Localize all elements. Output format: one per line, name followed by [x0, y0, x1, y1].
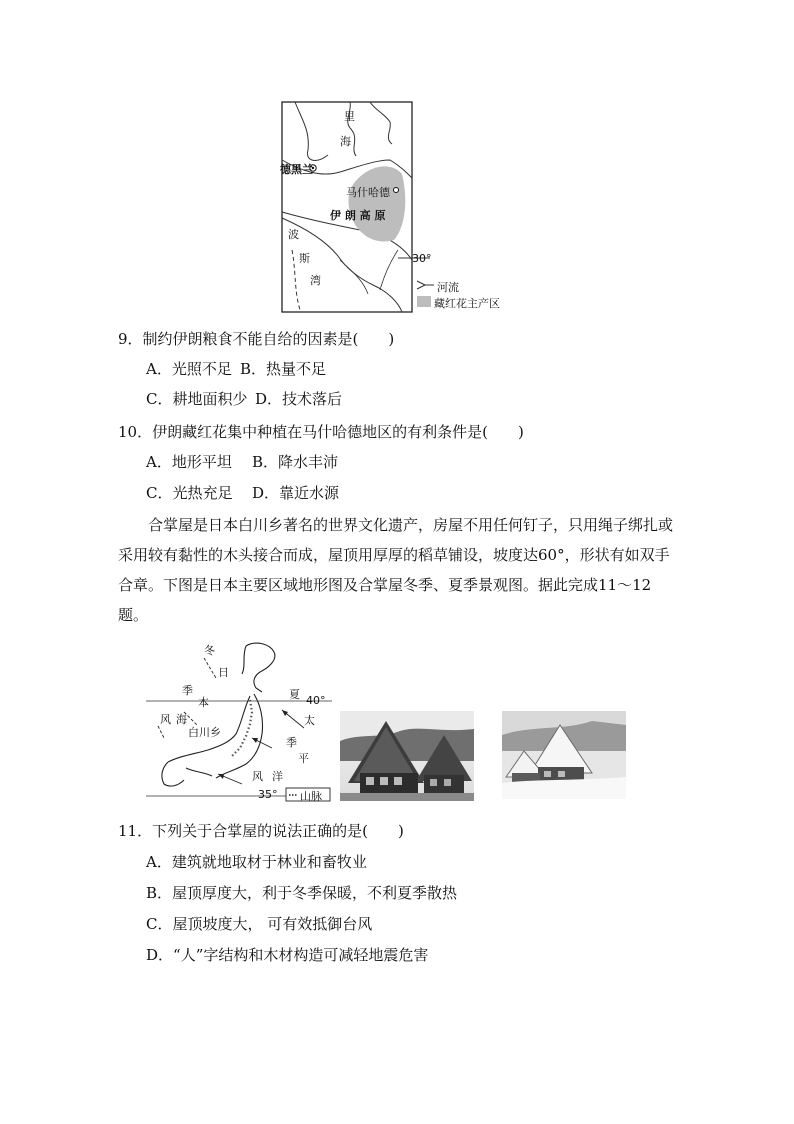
- gassho-winter-photo: [502, 711, 626, 799]
- label-li: 里: [344, 110, 355, 123]
- legend-river-label: 河流: [437, 281, 459, 294]
- iran-map-figure: [280, 100, 502, 315]
- label-lat40: 40°: [306, 694, 326, 707]
- label-hai: 海: [340, 135, 351, 148]
- label-lat35: 35°: [258, 788, 278, 801]
- q11-option-d[interactable]: D．“人”字结构和木材构造可减轻地震危害: [146, 946, 429, 964]
- label-ji1: 季: [182, 684, 193, 697]
- label-tehran: 德黑兰: [280, 163, 313, 176]
- label-feng2: 风: [252, 770, 263, 783]
- q10-option-c[interactable]: C．光热充足: [146, 484, 233, 502]
- q11-option-b[interactable]: B．屋顶厚度大，利于冬季保暖，不利夏季散热: [146, 884, 458, 902]
- label-ben: 本: [198, 696, 209, 709]
- q11-stem: 11．下列关于合掌屋的说法正确的是( ): [118, 822, 404, 840]
- legend-mountain-label: 山脉: [300, 790, 322, 803]
- label-hai: 海: [176, 713, 187, 726]
- q9-option-d[interactable]: D．技术落后: [255, 390, 343, 408]
- label-mashhad: 马什哈德: [346, 186, 390, 199]
- label-ping: 平: [298, 752, 309, 765]
- passage-text: 合掌屋是日本白川乡著名的世界文化遗产，房屋不用任何钉子，只用绳子绑扎或采用较有黏性的木头接合而成，屋顶用厚厚的稻草铺设，坡度达60°，形状有如双手合章。下图是日本主要区域地形图及合掌屋冬季、夏季景观图。据此完成11～12题。: [118, 516, 674, 624]
- label-feng1: 风: [160, 713, 171, 726]
- label-ji2: 季: [286, 736, 297, 749]
- q10-option-b[interactable]: B．降水丰沛: [252, 453, 339, 471]
- label-bo: 波: [288, 228, 299, 241]
- label-dong: 冬: [204, 644, 215, 657]
- label-ri: 日: [218, 666, 229, 679]
- label-plateau: 伊 朗 高 原: [330, 209, 386, 222]
- q10-option-a[interactable]: A．地形平坦: [146, 453, 232, 471]
- label-tai: 太: [304, 714, 315, 727]
- q9-option-c[interactable]: C．耕地面积少: [146, 390, 248, 408]
- q9-option-a[interactable]: A．光照不足: [146, 360, 232, 378]
- q11-option-c[interactable]: C．屋顶坡度大， 可有效抵御台风: [146, 915, 373, 933]
- label-wan: 湾: [310, 274, 321, 287]
- japan-map-figure: [146, 638, 336, 803]
- q10-option-d[interactable]: D．靠近水源: [252, 484, 340, 502]
- gassho-summer-photo: [340, 711, 474, 801]
- label-si: 斯: [299, 252, 310, 265]
- q9-option-b[interactable]: B．热量不足: [240, 360, 327, 378]
- legend-saffron-swatch: [417, 296, 431, 307]
- q10-stem: 10．伊朗藏红花集中种植在马什哈德地区的有利条件是( ): [118, 423, 524, 441]
- legend-saffron-label: 藏红花主产区: [434, 297, 500, 310]
- q9-stem: 9．制约伊朗粮食不能自给的因素是( ): [118, 330, 395, 348]
- label-shirakawa: 白川乡: [188, 726, 221, 739]
- label-yang: 洋: [272, 770, 283, 783]
- label-lat30: 30°: [412, 252, 432, 265]
- q11-option-a[interactable]: A．建筑就地取材于林业和畜牧业: [146, 853, 367, 871]
- label-xia: 夏: [289, 688, 300, 701]
